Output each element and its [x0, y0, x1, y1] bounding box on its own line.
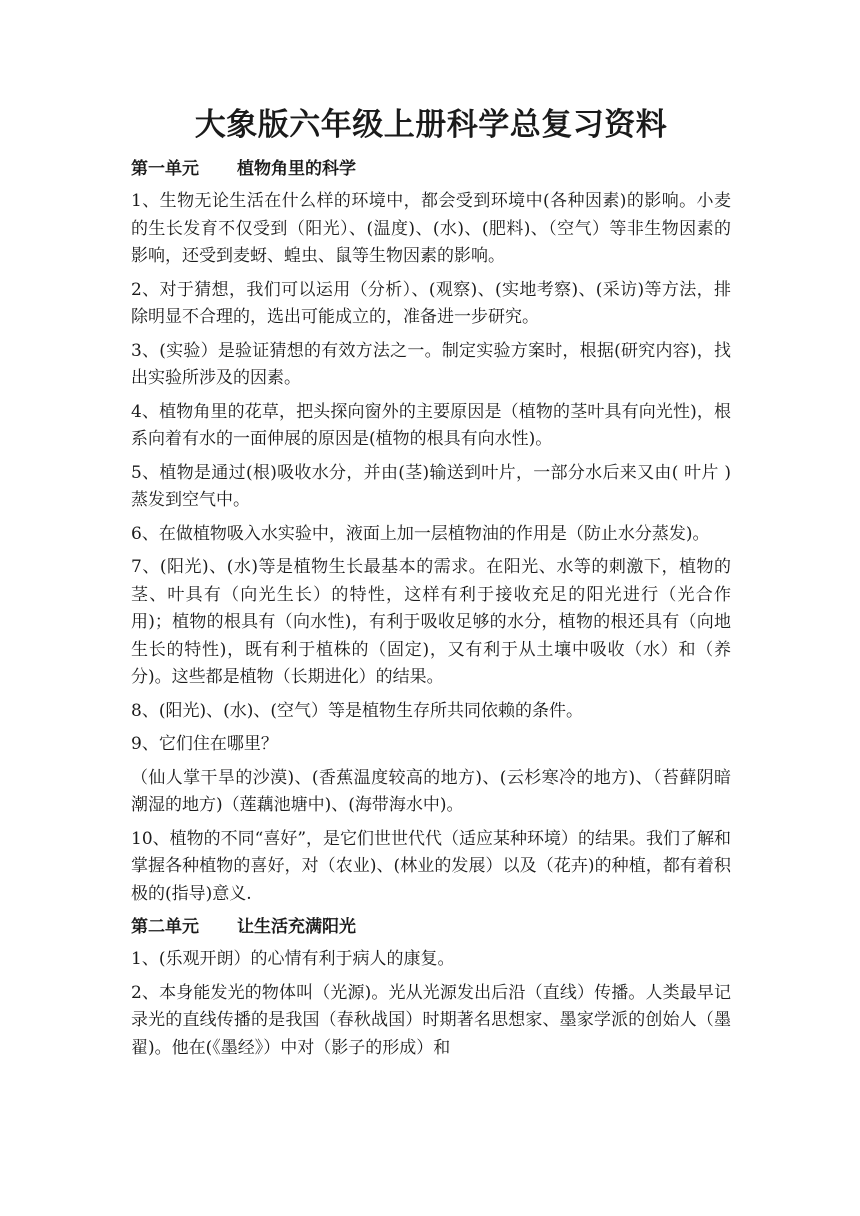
unit1-name: 植物角里的科学 — [237, 159, 356, 179]
unit1-item-1: 1、生物无论生活在什么样的环境中，都会受到环境中(各种因素)的影响。小麦的生长发育不仅受到（阳光）、(温度)、(水)、(肥料)、（空气）等非生物因素的影响，还受到麦蚜、蝗虫、鼠等生物因素的影响。 — [131, 191, 731, 266]
unit2-item-2: 2、本身能发光的物体叫（光源)。光从光源发出后沿（直线）传播。人类最早记录光的直线传播的是我国（春秋战国）时期著名思想家、墨家学派的创始人（墨翟)。他在(《墨经》）中对（影子的形成）和 — [131, 982, 731, 1058]
unit1-item-7: 7、(阳光)、(水)等是植物生长最基本的需求。在阳光、水等的刺激下，植物的茎、叶具有（向光生长）的特性，这样有利于接收充足的阳光进行（光合作用)；植物的根具有（向水性)，有利于吸收足够的水分，植物的根还具有（向地生长的特性)，既有利于植株的（固定)，又有利于从土壤中吸收（水）和（养分)。这些都是植物（长期进化）的结果。 — [131, 557, 731, 687]
unit2-label: 第二单元 — [131, 917, 199, 937]
unit1-heading — [131, 156, 731, 182]
document-title: 大象版六年级上册科学总复习资料 — [194, 107, 668, 143]
unit1-item-2: 2、对于猜想，我们可以运用（分析）、(观察)、(实地考察)、(采访)等方法，排除明显不合理的，选出可能成立的，准备进一步研究。 — [131, 279, 731, 327]
unit1-item-9: 9、它们住在哪里？ — [131, 734, 278, 754]
unit1-item-9-answer: （仙人掌干旱的沙漠)、(香蕉温度较高的地方)、(云杉寒冷的地方)、（苔藓阴暗潮湿的地方)（莲藕池塘中)、(海带海水中)。 — [131, 767, 731, 815]
unit2-name: 让生活充满阳光 — [237, 917, 356, 937]
unit1-item-6: 6、在做植物吸入水实验中，液面上加一层植物油的作用是（防止水分蒸发)。 — [131, 523, 710, 544]
document-page — [131, 104, 731, 1068]
unit1-item-10: 10、植物的不同“喜好”，是它们世世代代（适应某种环境）的结果。我们了解和掌握各种植物的喜好，对（农业)、(林业的发展）以及（花卉)的种植，都有着积极的(指导)意义. — [131, 828, 732, 904]
unit1-item-3: 3、(实验）是验证猜想的有效方法之一。制定实验方案时，根据(研究内容)，找出实验所涉及的因素。 — [131, 340, 731, 388]
unit2-heading — [131, 914, 731, 940]
unit1-item-8: 8、(阳光)、(水)、(空气）等是植物生存所共同依赖的条件。 — [131, 700, 583, 721]
unit1-item-4: 4、植物角里的花草，把头探向窗外的主要原因是（植物的茎叶具有向光性)，根系向着有水的一面伸展的原因是(植物的根具有向水性)。 — [131, 401, 731, 449]
unit1-label: 第一单元 — [131, 159, 199, 179]
unit1-item-5: 5、植物是通过(根)吸收水分，并由(茎)输送到叶片，一部分水后来又由( 叶片 )蒸发到空气中。 — [131, 462, 731, 510]
unit2-item-1: 1、(乐观开朗）的心情有利于病人的康复。 — [131, 949, 455, 969]
